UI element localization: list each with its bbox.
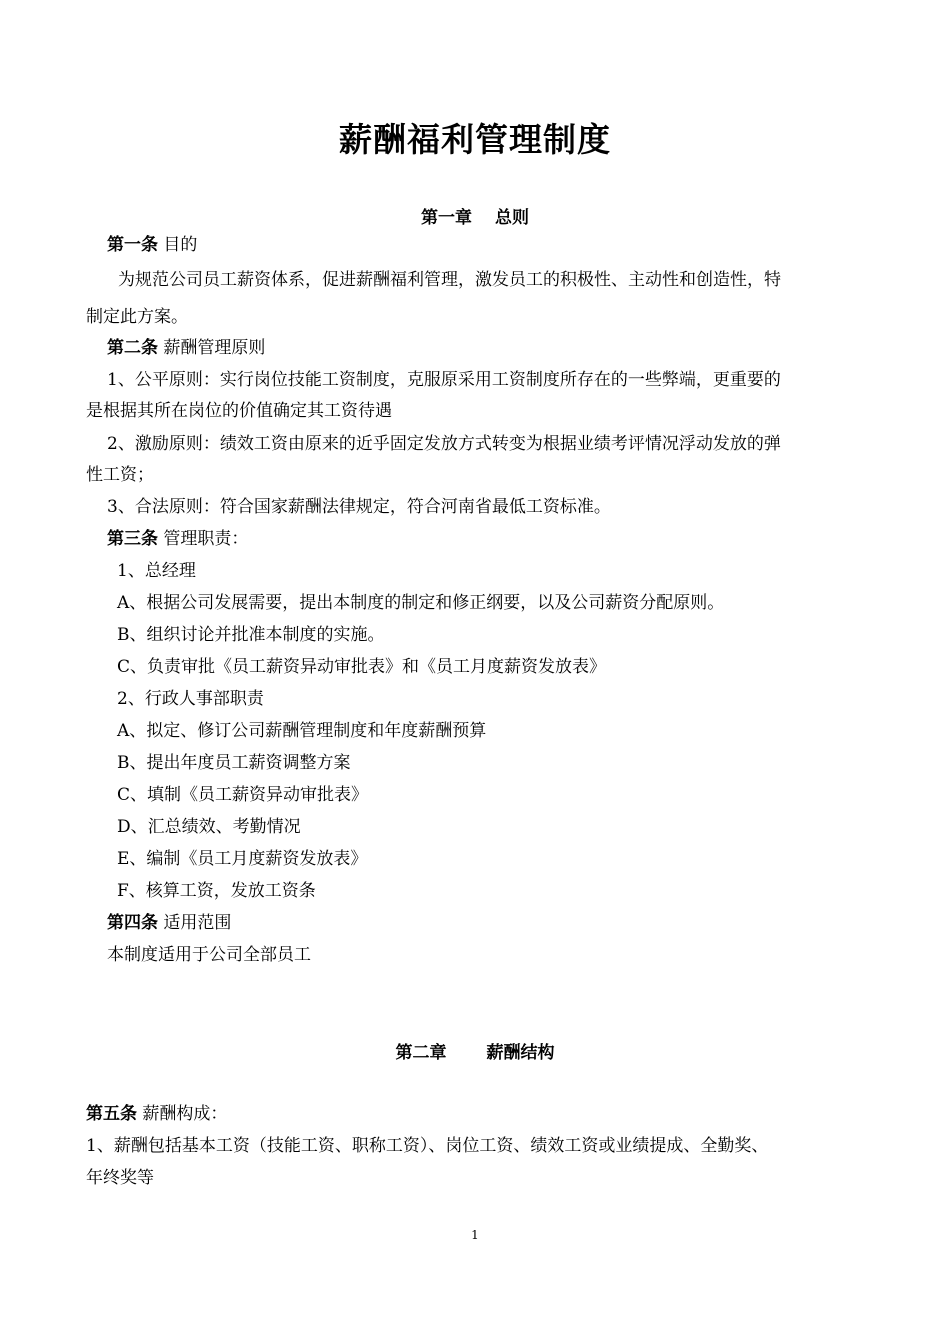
article-3-heading <box>107 527 248 551</box>
article-3-hr-item-b: B、提出年度员工薪资调整方案 <box>117 753 351 773</box>
article-2-title: 薪酬管理原则 <box>163 338 266 358</box>
article-5-item-1-line-1: 1、薪酬包括基本工资（技能工资、职称工资）、岗位工资、绩效工资或业绩提成、全勤奖、 <box>86 1136 769 1156</box>
article-3-gm-heading: 1、总经理 <box>117 561 196 581</box>
article-5-heading <box>86 1102 227 1126</box>
article-3-hr-item-c: C、填制《员工薪资异动审批表》 <box>117 785 369 805</box>
article-1-text-line-1: 为规范公司员工薪资体系，促进薪酬福利管理，激发员工的积极性、主动性和创造性，特 <box>118 270 781 290</box>
article-4-title: 适用范围 <box>163 913 232 933</box>
article-1-title: 目的 <box>163 235 198 255</box>
article-2-item-2-line-2: 性工资； <box>86 465 154 485</box>
article-4-label: 第四条 <box>107 913 158 933</box>
article-3-gm-item-c: C、负责审批《员工薪资异动审批表》和《员工月度薪资发放表》 <box>117 657 607 677</box>
article-2-heading <box>107 336 265 360</box>
article-3-label: 第三条 <box>107 529 158 549</box>
article-4-text: 本制度适用于公司全部员工 <box>107 945 311 965</box>
article-2-item-1-line-2: 是根据其所在岗位的价值确定其工资待遇 <box>86 401 392 421</box>
chapter-2-heading: 第二章 薪酬结构 <box>395 1043 555 1063</box>
article-3-hr-heading: 2、行政人事部职责 <box>117 689 264 709</box>
article-3-title: 管理职责： <box>163 529 249 549</box>
page-number: 1 <box>471 1228 479 1242</box>
article-3-gm-item-b: B、组织讨论并批准本制度的实施。 <box>117 625 385 645</box>
article-2-label: 第二条 <box>107 338 158 358</box>
article-3-hr-item-e: E、编制《员工月度薪资发放表》 <box>117 849 368 869</box>
article-3-hr-item-d: D、汇总绩效、考勤情况 <box>117 817 301 837</box>
article-3-gm-item-a: A、根据公司发展需要，提出本制度的制定和修正纲要，以及公司薪资分配原则。 <box>117 593 725 613</box>
article-3-hr-item-f: F、核算工资，发放工资条 <box>117 881 316 901</box>
article-4-heading <box>107 911 231 935</box>
article-1-heading <box>107 233 197 257</box>
article-3-hr-item-a: A、拟定、修订公司薪酬管理制度和年度薪酬预算 <box>117 721 487 741</box>
article-2-item-1-line-1: 1、公平原则：实行岗位技能工资制度，克服原采用工资制度所存在的一些弊端，更重要的 <box>107 370 781 390</box>
document-title: 薪酬福利管理制度 <box>339 120 611 159</box>
article-1-label: 第一条 <box>107 235 158 255</box>
article-5-label: 第五条 <box>86 1104 137 1124</box>
article-1-text-line-2: 制定此方案。 <box>86 307 188 327</box>
article-2-item-2-line-1: 2、激励原则：绩效工资由原来的近乎固定发放方式转变为根据业绩考评情况浮动发放的弹 <box>107 434 781 454</box>
article-2-item-3: 3、合法原则：符合国家薪酬法律规定，符合河南省最低工资标准。 <box>107 497 611 517</box>
article-5-title: 薪酬构成： <box>142 1104 228 1124</box>
chapter-1-heading: 第一章 总则 <box>421 208 529 228</box>
article-5-item-1-line-2: 年终奖等 <box>86 1168 154 1188</box>
